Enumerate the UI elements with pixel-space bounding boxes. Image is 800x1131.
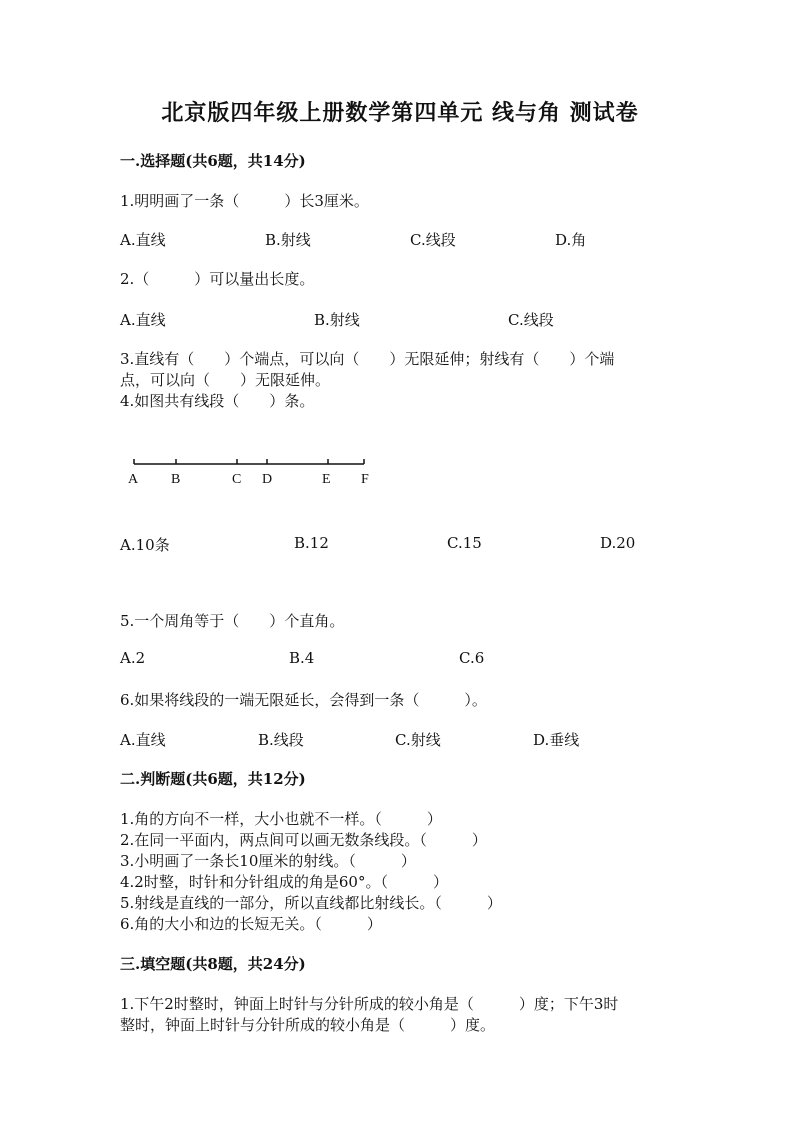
q1-option-c: C.线段 (410, 231, 456, 249)
judge-item-4: 4.2时整，时针和分针组成的角是60°。（ ） (120, 873, 448, 891)
q1-option-a: A.直线 (120, 231, 166, 249)
q4-option-c: C.15 (447, 534, 482, 552)
question-6-stem: 6.如果将线段的一端无限延长，会得到一条（ ）。 (120, 691, 487, 709)
q5-option-b: B.4 (289, 649, 315, 667)
q2-option-a: A.直线 (120, 311, 166, 329)
question-5-stem: 5.一个周角等于（ ）个直角。 (120, 612, 345, 630)
question-2-stem: 2.（ ）可以量出长度。 (120, 270, 315, 288)
point-label-c: C (232, 472, 242, 487)
judge-item-1: 1.角的方向不一样，大小也就不一样。（ ） (120, 810, 442, 828)
q4-option-b: B.12 (294, 534, 329, 552)
question-3-line-2: 点，可以向（ ）无限延伸。 (120, 371, 331, 389)
judge-item-3: 3.小明画了一条长10厘米的射线。（ ） (120, 852, 416, 870)
question-4-stem: 4.如图共有线段（ ）条。 (120, 392, 315, 410)
fill-question-1-line-2: 整时，钟面上时针与分针所成的较小角是（ ）度。 (120, 1016, 496, 1034)
q4-option-a: A.10条 (120, 536, 170, 554)
point-label-a: A (128, 472, 139, 487)
q2-option-b: B.射线 (314, 311, 360, 329)
point-label-b: B (171, 472, 181, 487)
judge-item-6: 6.角的大小和边的长短无关。（ ） (120, 915, 382, 933)
judge-item-2: 2.在同一平面内，两点间可以画无数条线段。（ ） (120, 831, 487, 849)
point-label-d: D (262, 472, 273, 487)
question-1-stem: 1.明明画了一条（ ）长3厘米。 (120, 192, 369, 210)
q6-option-b: B.线段 (258, 731, 304, 749)
segment-diagram (120, 452, 380, 492)
point-label-e: E (322, 472, 331, 487)
point-label-f: F (361, 472, 369, 487)
q2-option-c: C.线段 (508, 311, 554, 329)
section-2-header: 二.判断题(共6题，共12分) (120, 770, 306, 788)
q6-option-d: D.垂线 (533, 731, 580, 749)
q1-option-b: B.射线 (265, 231, 311, 249)
fill-question-1-line-1: 1.下午2时整时，钟面上时针与分针所成的较小角是（ ）度；下午3时 (120, 995, 619, 1013)
question-3-line-1: 3.直线有（ ）个端点，可以向（ ）无限延伸；射线有（ ）个端 (120, 350, 615, 368)
section-1-header: 一.选择题(共6题，共14分) (120, 152, 306, 170)
page-title: 北京版四年级上册数学第四单元 线与角 测试卷 (161, 100, 639, 126)
q1-option-d: D.角 (555, 231, 587, 249)
q6-option-a: A.直线 (120, 731, 166, 749)
section-3-header: 三.填空题(共8题，共24分) (120, 955, 306, 973)
q5-option-a: A.2 (120, 649, 146, 667)
q6-option-c: C.射线 (395, 731, 441, 749)
judge-item-5: 5.射线是直线的一部分，所以直线都比射线长。（ ） (120, 894, 502, 912)
q5-option-c: C.6 (459, 649, 485, 667)
q4-option-d: D.20 (600, 534, 636, 552)
